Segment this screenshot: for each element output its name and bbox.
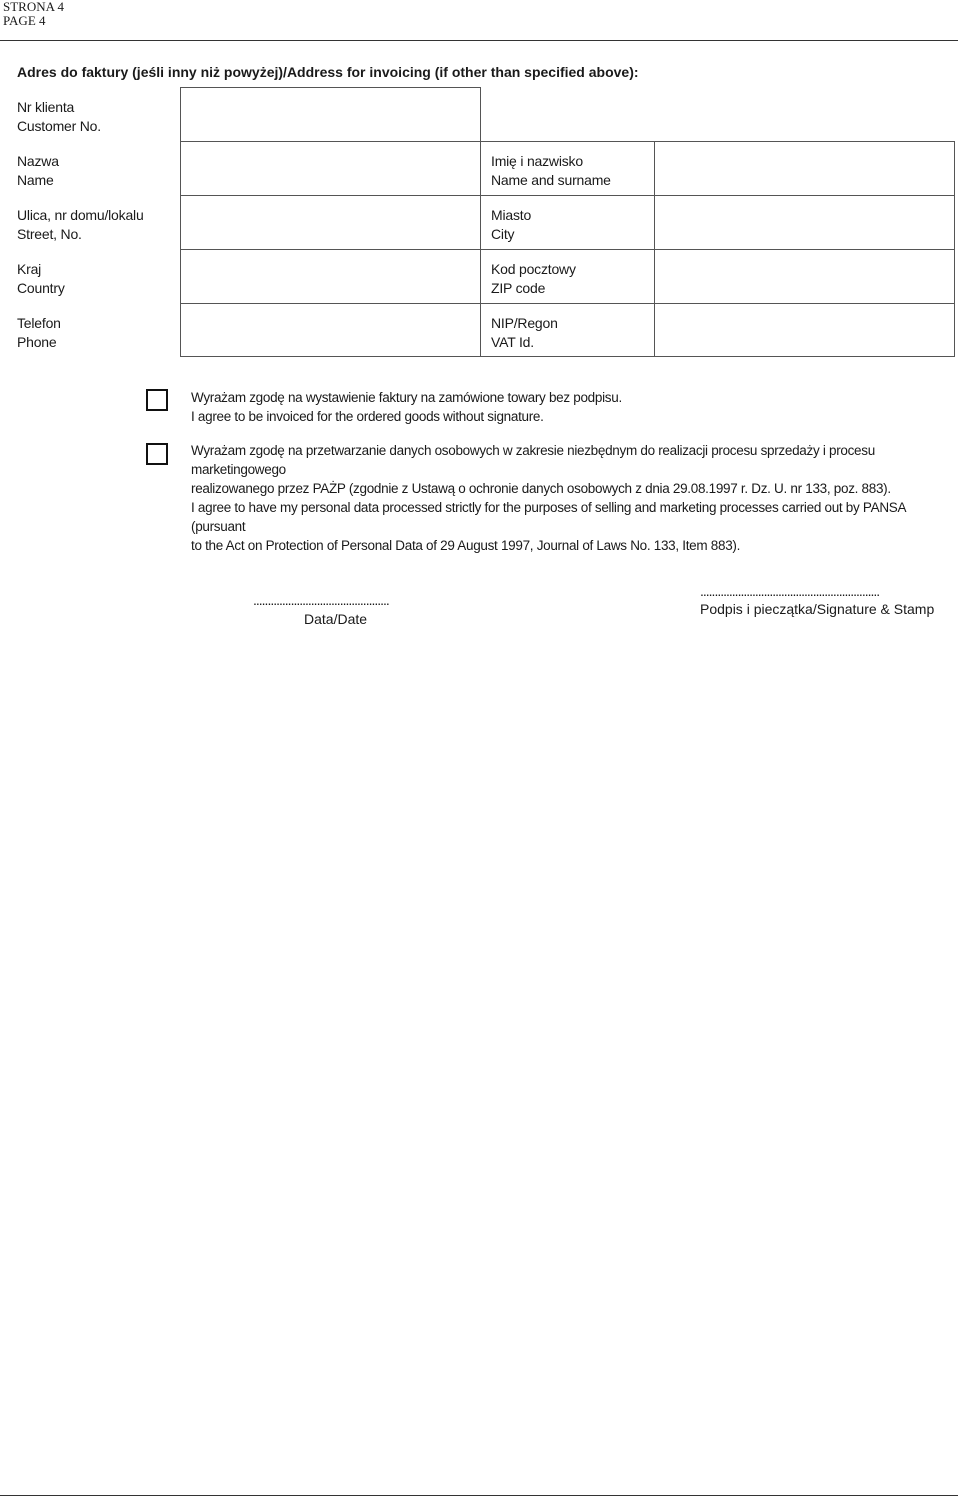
customer-no-field[interactable]: [181, 88, 480, 141]
consent-data-text: [191, 441, 960, 555]
phone-label: [17, 314, 61, 352]
page-number-en: PAGE 4: [3, 13, 46, 28]
stamp-label: Podpis i pieczątka/Signature & Stamp: [700, 601, 935, 617]
country-field[interactable]: [181, 250, 480, 303]
vat-label: [491, 314, 558, 352]
vat-label-en: VAT Id.: [491, 334, 534, 350]
consent-data-checkbox[interactable]: [146, 443, 168, 465]
country-label: [17, 260, 65, 298]
full-name-label-pl: Imię i nazwisko: [491, 153, 583, 169]
zip-label: [491, 260, 576, 298]
grid-line: [480, 87, 481, 357]
country-label-en: Country: [17, 280, 65, 296]
name-label-en: Name: [17, 172, 54, 188]
date-label: Data/Date: [304, 611, 368, 627]
consent-data-en-line1: I agree to have my personal data processed strictly for the purposes of selling and marketing processes carried out by PANSA (pursuant: [191, 500, 906, 534]
vat-field[interactable]: [655, 304, 954, 356]
name-field[interactable]: [181, 142, 480, 195]
city-label-pl: Miasto: [491, 207, 532, 223]
page-header: [3, 0, 64, 28]
grid-line: [180, 356, 954, 357]
city-label: [491, 206, 531, 244]
zip-label-en: ZIP code: [491, 280, 546, 296]
country-label-pl: Kraj: [17, 261, 42, 277]
page-number-pl: STRONA 4: [3, 0, 65, 14]
date-dotted-line: ...............................................: [253, 592, 389, 608]
zip-field[interactable]: [655, 250, 954, 303]
section-title: Adres do faktury (jeśli inny niż powyżej)/Address for invoicing (if other than specified above):: [17, 64, 639, 80]
vat-label-pl: NIP/Regon: [491, 315, 558, 331]
phone-label-pl: Telefon: [17, 315, 61, 331]
top-divider: [0, 40, 958, 41]
name-label-pl: Nazwa: [17, 153, 59, 169]
customer-no-label-en: Customer No.: [17, 118, 101, 134]
phone-field[interactable]: [181, 304, 480, 356]
zip-label-pl: Kod pocztowy: [491, 261, 576, 277]
street-label-en: Street, No.: [17, 226, 82, 242]
consent-data-pl-line1: Wyrażam zgodę na przetwarzanie danych osobowych w zakresie niezbędnym do realizacji procesu sprzedaży i procesu marketingowego: [191, 443, 875, 477]
city-label-en: City: [491, 226, 515, 242]
full-name-field[interactable]: [655, 142, 954, 195]
consent-invoice-en: I agree to be invoiced for the ordered goods without signature.: [191, 409, 544, 424]
street-label: [17, 206, 144, 244]
city-field[interactable]: [655, 196, 954, 249]
phone-label-en: Phone: [17, 334, 57, 350]
name-label: [17, 152, 59, 190]
consent-invoice-checkbox[interactable]: [146, 389, 168, 411]
consent-invoice-pl: Wyrażam zgodę na wystawienie faktury na zamówione towary bez podpisu.: [191, 390, 622, 405]
full-name-label: [491, 152, 611, 190]
street-field[interactable]: [181, 196, 480, 249]
grid-line: [954, 141, 955, 357]
stamp-dotted-line: ..............................................................: [700, 583, 880, 599]
street-label-pl: Ulica, nr domu/lokalu: [17, 207, 144, 223]
full-name-label-en: Name and surname: [491, 172, 611, 188]
consent-data-en-line2: to the Act on Protection of Personal Data of 29 August 1997, Journal of Laws No. 133, Item 883).: [191, 538, 741, 553]
bottom-divider: [0, 1495, 958, 1496]
customer-no-label-pl: Nr klienta: [17, 99, 75, 115]
consent-invoice-text: [191, 388, 622, 426]
customer-no-label: [17, 98, 101, 136]
consent-data-pl-line2: realizowanego przez PAŻP (zgodnie z Ustawą o ochronie danych osobowych z dnia 29.08.1997 r. Dz. U. nr 133, poz. 883).: [191, 481, 891, 496]
